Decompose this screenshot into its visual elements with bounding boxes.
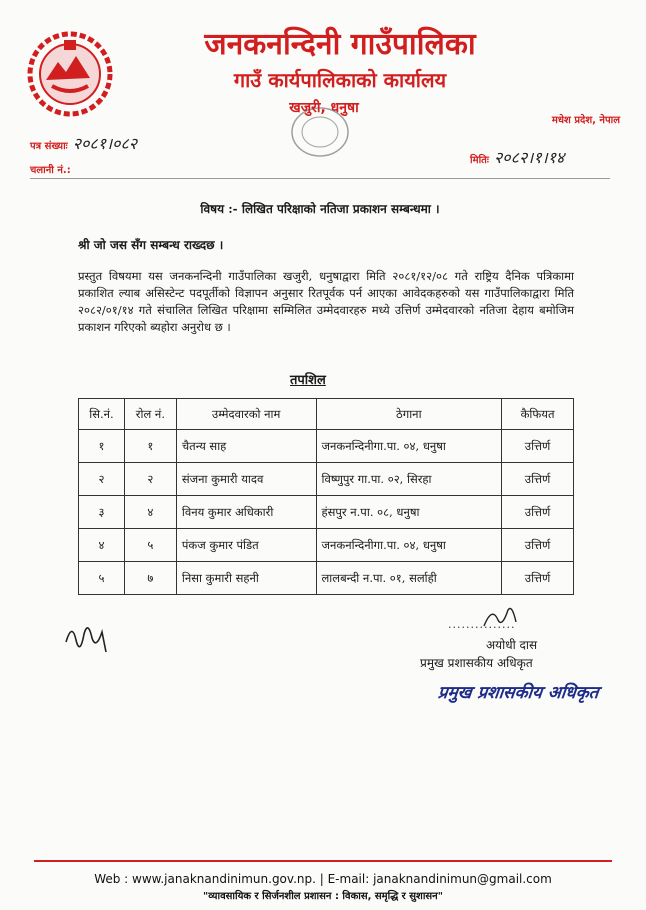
dispatch-number-label: चलानी नं.: [30,165,71,176]
col-remarks: कैफियत [502,399,574,430]
signatory-title: प्रमुख प्रशासकीय अधिकृत [420,656,533,670]
col-serial: सि.नं. [79,399,125,430]
cell-serial: ४ [79,529,125,562]
cell-roll: २ [124,463,176,496]
office-title: गाउँ कार्यपालिकाको कार्यालय [233,68,447,92]
cell-remarks: उत्तिर्ण [502,430,574,463]
details-heading: तपशिल [290,373,326,388]
cell-remarks: उत्तिर्ण [502,529,574,562]
letter-date [470,146,564,168]
letter-date-label: मितिः [470,155,489,166]
subject-line: विषय :- लिखित परिक्षाको नतिजा प्रकाशन सम्बन्धमा । [200,202,440,216]
left-signature-icon [62,612,110,660]
cell-serial: २ [79,463,125,496]
cell-address: जनकनन्दिनीगा.पा. ०४, धनुषा [316,430,502,463]
results-table [78,398,574,595]
body-paragraph: प्रस्तुत विषयमा यस जनकनन्दिनी गाउँपालिका खजुरी, धनुषाद्वारा मिति २०८१/१२/०८ गते राष्ट्रिय दैनिक पत्रिकामा प्रकाशित ल्याब असिस्टेन्ट पदपूर्तीको विज्ञापन अनुसार रितपूर्वक पर्न आएका आवेदकहरुको यस गाउँपालिकाद्वारा मिति २०८२/०१/१४ गते संचालित लिखित परिक्षामा सम्मिलित उम्मेदवारहरु मध्ये उत्तिर्ण उम्मेदवारको नतिजा देहाय बमोजिम प्रकाशन गरिएको ब्यहोरा अनुरोध छ । [78,269,574,334]
signature-line: ............... [448,618,516,631]
cell-roll: ५ [124,529,176,562]
salutation: श्री जो जस सँग सम्बन्ध राख्दछ । [78,238,224,252]
cell-roll: ७ [124,562,176,595]
organization-title: जनकनन्दिनी गाउँपालिका [204,27,476,62]
designation-stamp: प्रमुख प्रशासकीय अधिकृत [436,683,600,703]
cell-roll: ४ [124,496,176,529]
cell-roll: १ [124,430,176,463]
letter-date-value: २०८२।१।१४ [493,148,565,167]
cell-address: जनकनन्दिनीगा.पा. ०४, धनुषा [316,529,502,562]
cell-address: विष्णुपुर गा.पा. ०२, सिरहा [316,463,502,496]
footer-slogan: "व्यावसायिक र सिर्जनशील प्रशासन : विकास, समृद्धि र सुशासन" [203,891,443,902]
cell-name: संजना कुमारी यादव [176,463,316,496]
cell-address: लालबन्दी न.पा. ०१, सर्लाही [316,562,502,595]
col-address: ठेगाना [316,399,502,430]
dispatch-number [30,158,71,177]
cell-remarks: उत्तिर्ण [502,562,574,595]
signatory-name: अयोधी दास [486,638,538,652]
office-location: खजुरी, धनुषा [289,100,359,116]
cell-address: हंसपुर न.पा. ०८, धनुषा [316,496,502,529]
province-label: मधेश प्रदेश, नेपाल [551,115,620,126]
cell-name: निसा कुमारी सहनी [176,562,316,595]
cell-remarks: उत्तिर्ण [502,463,574,496]
footer-contact: Web : www.janaknandinimun.gov.np. | E-mail: janaknandinimun@gmail.com [94,872,552,886]
col-roll: रोल नं. [124,399,176,430]
cell-name: विनय कुमार अधिकारी [176,496,316,529]
footer-divider [34,860,612,862]
cell-remarks: उत्तिर्ण [502,496,574,529]
col-name: उम्मेदवारको नाम [176,399,316,430]
cell-name: पंकज कुमार पंडित [176,529,316,562]
header-divider [30,178,610,179]
letter-number-label: पत्र संख्याः [30,141,68,152]
table-row [79,463,574,496]
table-row [79,529,574,562]
cell-serial: १ [79,430,125,463]
cell-serial: ५ [79,562,125,595]
table-row [79,430,574,463]
table-header-row [79,399,574,430]
letter-number-value: २०८१।०८२ [72,134,138,153]
cell-serial: ३ [79,496,125,529]
nepal-emblem-icon [24,28,116,120]
table-row [79,562,574,595]
cell-name: चैतन्य साह [176,430,316,463]
table-row [79,496,574,529]
letter-number [30,132,137,154]
